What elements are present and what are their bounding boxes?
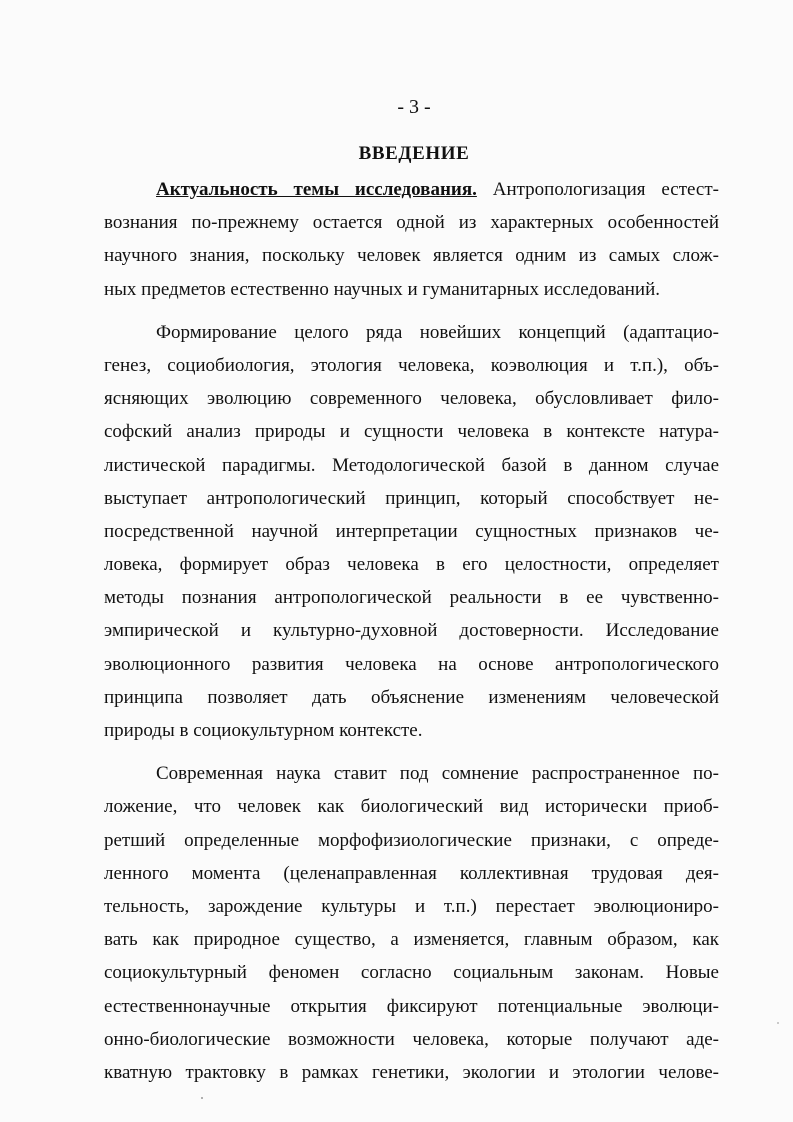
paragraph-line: ложение, что человек как биологический вид исторически приоб- xyxy=(104,796,719,818)
paragraph-line: Формирование целого ряда новейших концепций (адаптацио- xyxy=(156,321,719,343)
paragraph-line: онно-биологические возможности человека, которые получают аде- xyxy=(104,1028,719,1050)
paragraph-line: социокультурный феномен согласно социальным законам. Новые xyxy=(104,962,719,984)
paragraph-line: ретший определенные морфофизиологические признаки, с опреде- xyxy=(104,829,719,851)
paragraph-line xyxy=(104,173,719,206)
paragraph-line: тельность, зарождение культуры и т.п.) перестает эволюциониро- xyxy=(104,895,719,917)
paragraph-line: эмпирической и культурно-духовной достоверности. Исследование xyxy=(104,620,719,642)
paragraph-line: методы познания антропологической реальности в ее чувственно- xyxy=(104,587,719,609)
paragraph-line: вознания по-прежнему остается одной из характерных особенностей xyxy=(104,212,719,234)
paragraph-line: ных предметов естественно научных и гуманитарных исследований. xyxy=(104,278,661,300)
paragraph-line: естественнонаучные открытия фиксируют потенциальные эволюци- xyxy=(104,995,719,1017)
paragraph-line: выступает антропологический принцип, который способствует не- xyxy=(104,487,719,509)
paragraph-line: генез, социобиология, этология человека, коэволюция и т.п.), объ- xyxy=(104,354,719,376)
paragraph-line: кватную трактовку в рамках генетики, экологии и этологии челове- xyxy=(104,1061,719,1083)
paragraph-line: ленного момента (целенаправленная коллективная трудовая дея- xyxy=(104,862,719,884)
scan-speck xyxy=(777,1022,779,1024)
scan-speck xyxy=(201,1097,203,1099)
section-heading: ВВЕДЕНИЕ xyxy=(358,143,470,164)
paragraph-line: научного знания, поскольку человек является одним из самых слож- xyxy=(104,245,719,267)
page-number: - 3 - xyxy=(397,96,431,118)
relevance-title: Актуальность темы исследования. xyxy=(156,179,477,200)
paragraph-line: ясняющих эволюцию современного человека, обусловливает фило- xyxy=(104,388,719,410)
document-body xyxy=(104,173,719,1089)
paragraph-line-tail: Антропологизация естест- xyxy=(476,179,719,200)
paragraph-line: софский анализ природы и сущности человека в контексте натура- xyxy=(104,421,719,443)
paragraph-line: вать как природное существо, а изменяется, главным образом, как xyxy=(104,929,719,951)
paragraph-line: ловека, формирует образ человека в его целостности, определяет xyxy=(104,554,719,576)
paragraph-line: природы в социокультурном контексте. xyxy=(104,720,423,741)
paragraph-concepts xyxy=(104,316,719,747)
paragraph-line: посредственной научной интерпретации сущностных признаков че- xyxy=(104,520,719,542)
paragraph-line: эволюционного развития человека на основе антропологического xyxy=(104,653,719,675)
paragraph-relevance xyxy=(104,173,719,306)
paragraph-line: принципа позволяет дать объяснение изменениям человеческой xyxy=(104,686,719,708)
paragraph-line: Современная наука ставит под сомнение распространенное по- xyxy=(156,763,719,785)
paragraph-modern-science xyxy=(104,757,719,1089)
paragraph-line: листической парадигмы. Методологической базой в данном случае xyxy=(104,454,719,476)
